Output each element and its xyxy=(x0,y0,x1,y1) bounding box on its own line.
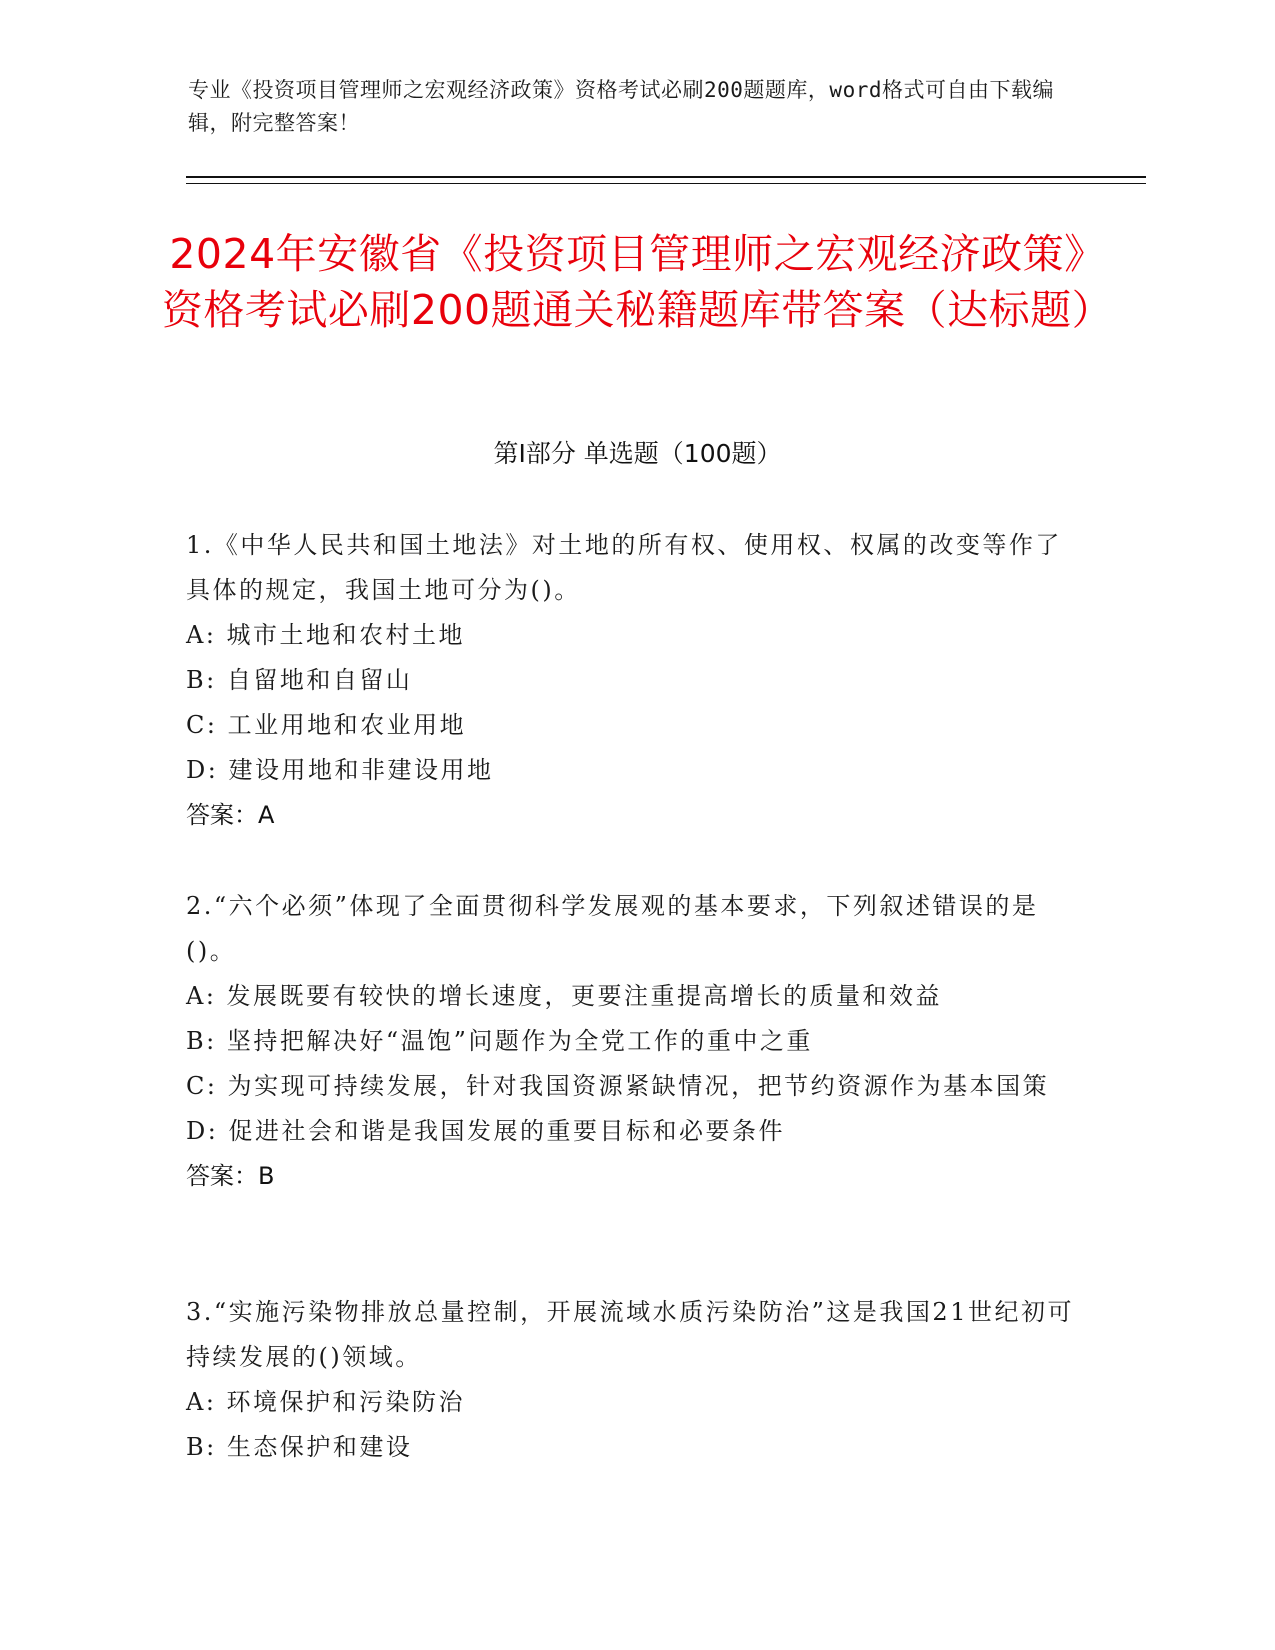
option-a: A: 发展既要有较快的增长速度，更要注重提高增长的质量和效益 xyxy=(186,982,943,1010)
header-divider-thick xyxy=(186,176,1146,178)
answer: 答案：B xyxy=(186,1162,275,1190)
option-c: C: 为实现可持续发展，针对我国资源紧缺情况，把节约资源作为基本国策 xyxy=(186,1072,1050,1100)
question-stem: 3.“实施污染物排放总量控制，开展流域水质污染防治”这是我国21世纪初可持续发展的()领域。 xyxy=(186,1298,1074,1371)
option-c: C: 工业用地和农业用地 xyxy=(186,711,467,739)
section-title: 第I部分 单选题（100题） xyxy=(493,439,782,468)
option-b: B: 生态保护和建设 xyxy=(186,1433,413,1461)
document-title: 2024年安徽省《投资项目管理师之宏观经济政策》资格考试必刷200题通关秘籍题库带答案（达标题） xyxy=(161,230,1114,334)
question-stem: 2.“六个必须”体现了全面贯彻科学发展观的基本要求，下列叙述错误的是()。 xyxy=(186,892,1039,965)
answer: 答案：A xyxy=(186,801,275,829)
option-b: B: 坚持把解决好“温饱”问题作为全党工作的重中之重 xyxy=(186,1027,813,1055)
question-3 xyxy=(186,1290,1076,1470)
option-b: B: 自留地和自留山 xyxy=(186,666,413,694)
option-d: D: 建设用地和非建设用地 xyxy=(186,756,494,784)
option-a: A: 城市土地和农村土地 xyxy=(186,621,466,649)
question-2 xyxy=(186,884,1076,1199)
question-stem: 1.《中华人民共和国土地法》对土地的所有权、使用权、权属的改变等作了具体的规定，我国土地可分为()。 xyxy=(186,531,1062,604)
option-a: A: 环境保护和污染防治 xyxy=(186,1388,466,1416)
header-note: 专业《投资项目管理师之宏观经济政策》资格考试必刷200题题库，word格式可自由下载编辑，附完整答案！ xyxy=(188,78,1054,135)
option-d: D: 促进社会和谐是我国发展的重要目标和必要条件 xyxy=(186,1117,785,1145)
question-1 xyxy=(186,523,1076,838)
header-divider-thin xyxy=(186,183,1146,184)
